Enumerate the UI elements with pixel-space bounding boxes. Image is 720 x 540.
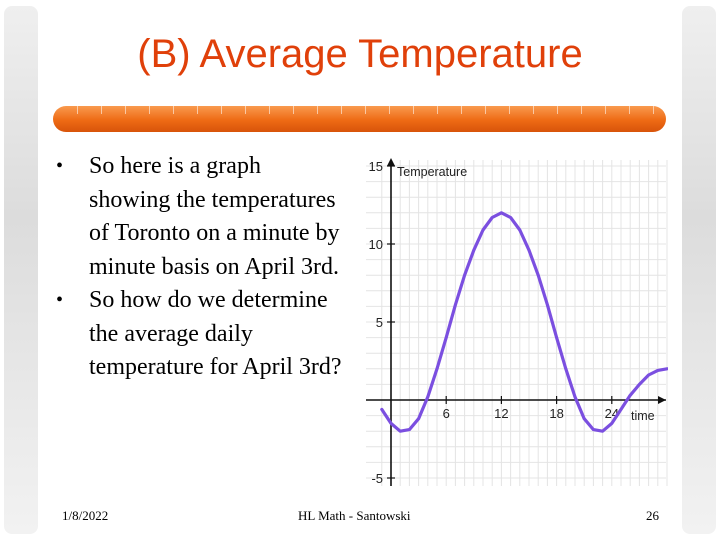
x-tick-label: 24 <box>604 406 620 421</box>
right-decorative-bar <box>682 6 716 534</box>
slide-title: (B) Average Temperature <box>137 32 583 76</box>
bullet-item <box>56 284 348 385</box>
chart-title: Temperature <box>397 165 468 179</box>
x-axis-arrow <box>658 396 666 404</box>
y-tick-label: 5 <box>375 315 383 330</box>
bullet-text: So how do we determine the average daily temperature for April 3rd? <box>89 287 342 380</box>
bullet-icon: • <box>56 289 64 311</box>
y-tick-label: 15 <box>368 159 383 174</box>
temperature-chart <box>352 150 668 490</box>
y-tick-label: 10 <box>368 237 383 252</box>
footer-date: 1/8/2022 <box>62 508 109 523</box>
bullet-text: So here is a graph showing the temperatures of Toronto on a minute by minute basis on April 3rd. <box>89 153 340 280</box>
bullet-icon: • <box>56 155 64 177</box>
title-underline-bar <box>53 106 666 132</box>
footer-center-text: HL Math - Santowski <box>298 508 411 523</box>
title-bar-ruler-ticks <box>53 106 666 114</box>
left-decorative-bar <box>4 6 38 534</box>
y-axis-arrow <box>387 158 395 166</box>
x-tick-label: 12 <box>494 406 509 421</box>
x-tick-label: 18 <box>549 406 564 421</box>
bullet-item <box>56 150 348 284</box>
bullet-list <box>56 150 348 385</box>
x-tick-label: 6 <box>442 406 450 421</box>
x-axis-label: time <box>631 409 655 423</box>
chart-grid <box>366 160 667 486</box>
y-tick-label: -5 <box>371 471 383 486</box>
slide-number: 26 <box>646 508 659 523</box>
